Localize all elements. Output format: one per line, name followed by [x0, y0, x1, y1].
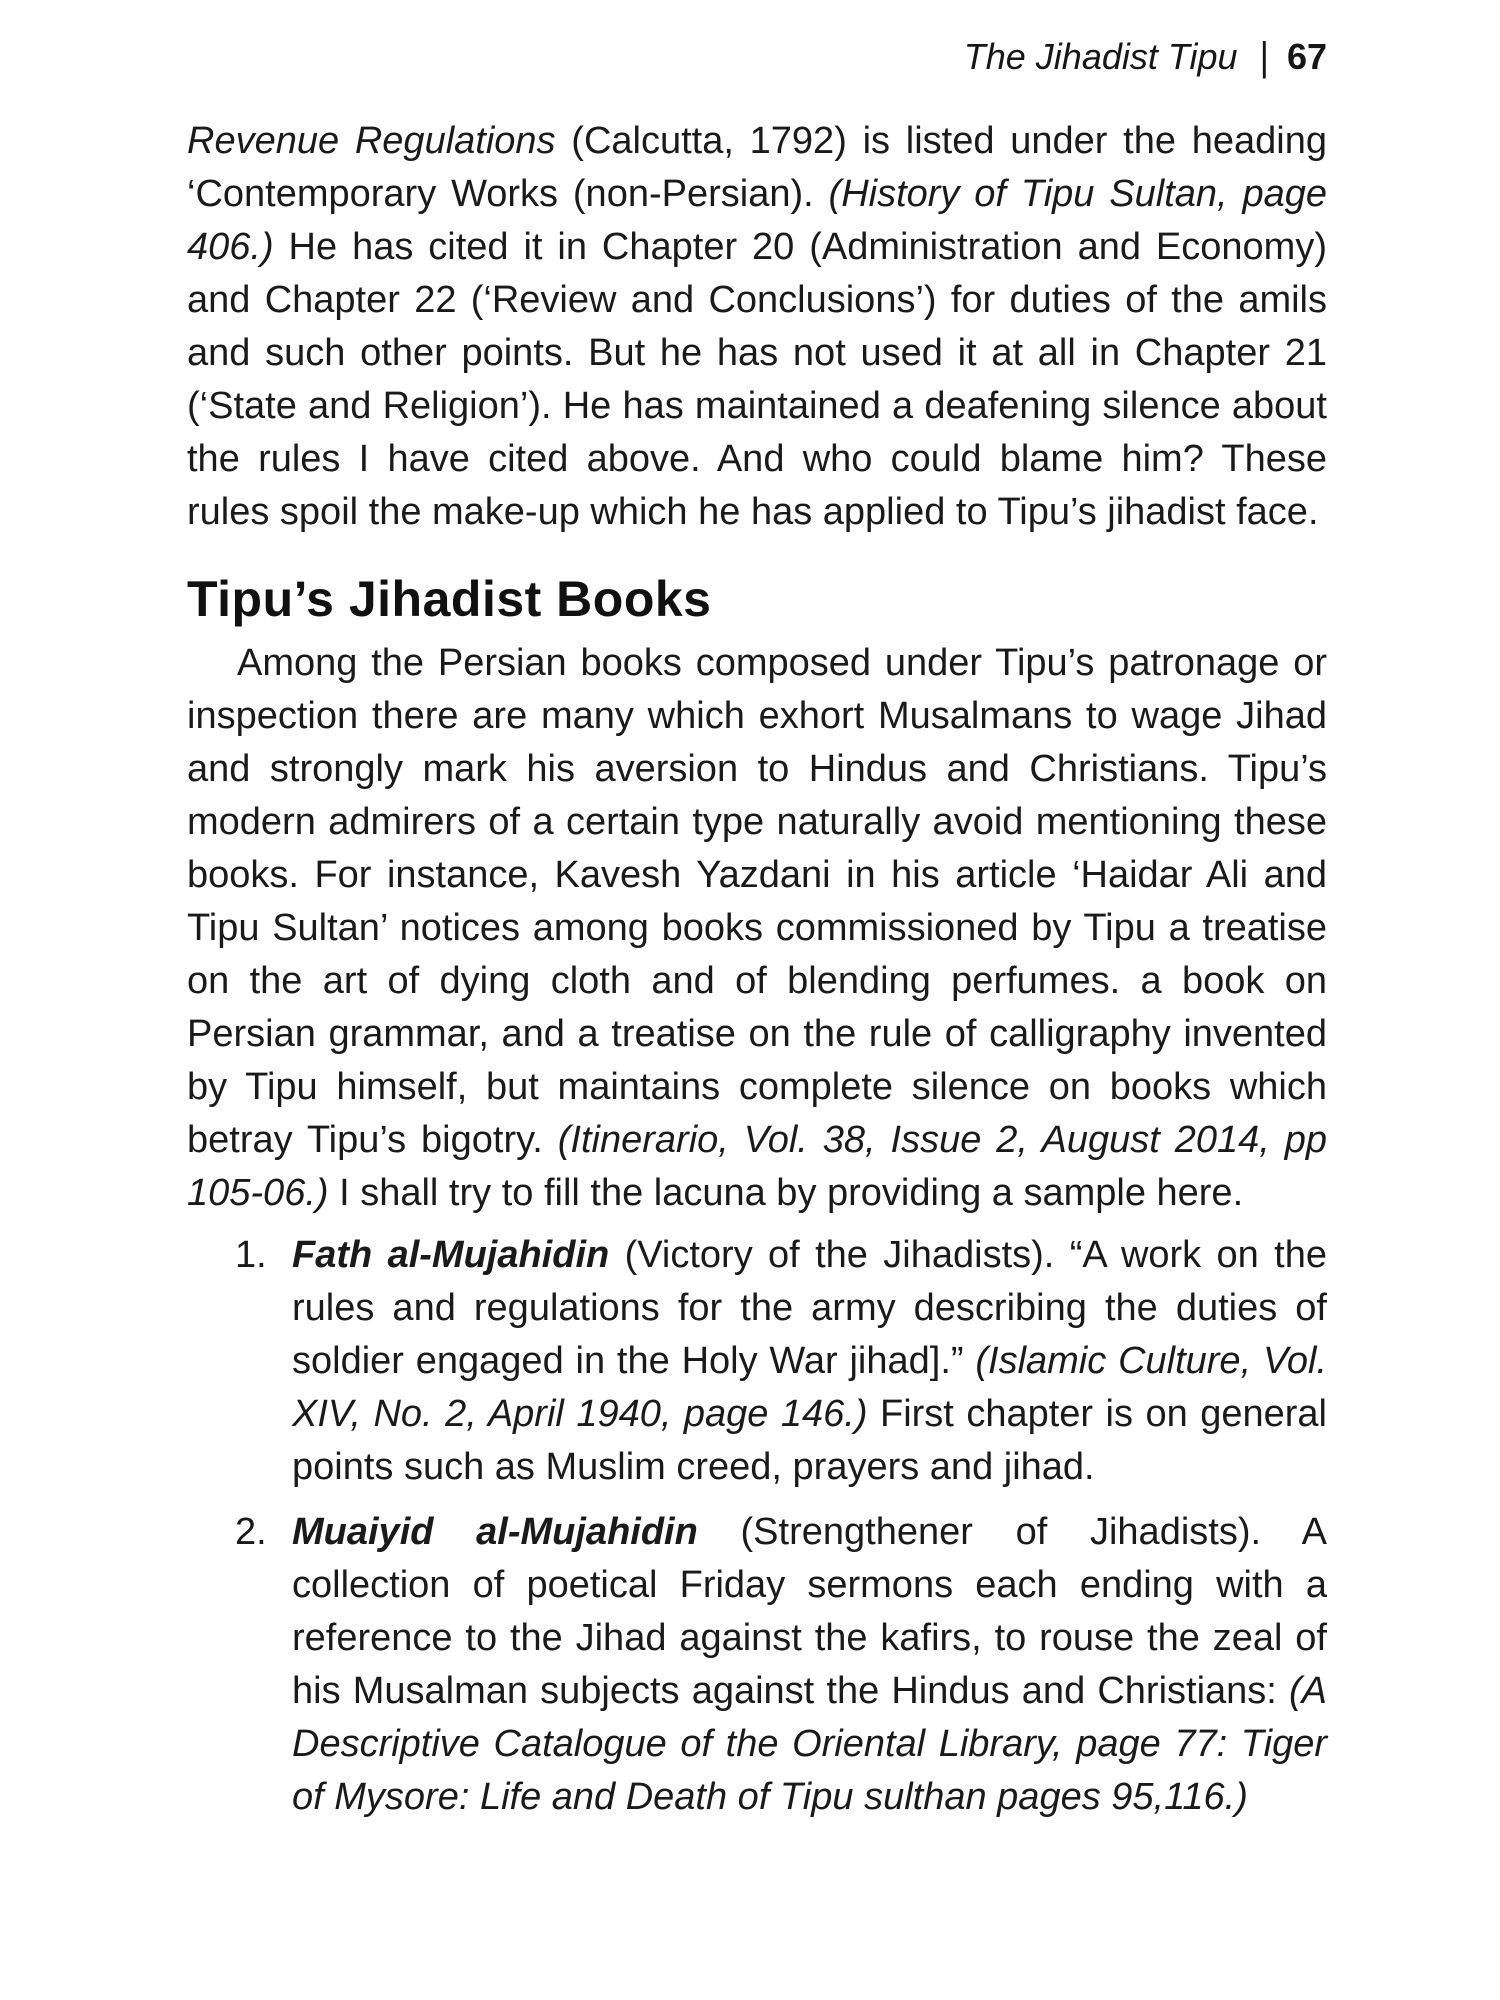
list-item-text [292, 1229, 1327, 1494]
text-run: Fath al-Mujahidin [292, 1234, 610, 1276]
list-item [235, 1229, 1327, 1494]
running-header [963, 33, 1327, 79]
list-item [235, 1506, 1327, 1824]
text-run: (A Descriptive Catalogue of the Oriental Library, page 77: Tiger of Mysore: Life and Death of Tipu sulthan pages 95,116.) [292, 1670, 1327, 1818]
text-run: First chapter is on general points such as Muslim creed, prayers and jihad. [292, 1393, 1327, 1488]
running-header-separator: | [1259, 33, 1269, 79]
section-heading: Tipu’s Jihadist Books [187, 571, 712, 627]
text-run: (Islamic Culture, Vol. XIV, No. 2, April 1940, page 146.) [292, 1340, 1328, 1435]
numbered-list [187, 1229, 1327, 1824]
list-item-number: 1. [235, 1234, 267, 1276]
text-run: (History of Tipu Sultan, page 406.) [187, 173, 1328, 268]
text-run: Muaiyid al-Mujahidin [292, 1511, 698, 1553]
text-run: He has cited it in Chapter 20 (Administration and Economy) and Chapter 22 (‘Review and Conclusions’) for duties of the amils and such other points. But he has not used it at all in Chapter 21 (‘State and Religion’). He has maintained a deafening silence about the rules I have cited above. And who could blame him? These rules spoil the make-up which he has applied to Tipu’s jihadist face. [187, 226, 1327, 533]
text-run: I shall try to fill the lacuna by providing a sample here. [328, 1172, 1244, 1214]
text-run: Among the Persian books composed under Tipu’s patronage or inspection there are many which exhort Musalmans to wage Jihad and strongly mark his aversion to Hindus and Christians. Tipu’s modern admirers of a certain type naturally avoid mentioning these books. For instance, Kavesh Yazdani in his article ‘Haidar Ali and Tipu Sultan’ notices among books commissioned by Tipu a treatise on the art of dying cloth and of blending perfumes. a book on Persian grammar, and a treatise on the rule of calligraphy invented by Tipu himself, but maintains complete silence on books which betray Tipu’s bigotry. [187, 642, 1327, 1161]
text-run: (Victory of the Jihadists). “A work on the rules and regulations for the army describing the duties of soldier engaged in the Holy War jihad].” [292, 1234, 1327, 1382]
text-run: (Strengthener of Jihadists). A collection of poetical Friday sermons each ending with a reference to the Jihad against the kafirs, to rouse the zeal of his Musalman subjects against the Hindus and Christians: [292, 1511, 1327, 1712]
paragraph-revenue-regulations [187, 115, 1327, 539]
page-number: 67 [1286, 36, 1327, 77]
paragraph-among-persian-books [187, 637, 1327, 1220]
page-content [187, 115, 1327, 1824]
list-item-number: 2. [235, 1511, 267, 1553]
running-header-title: The Jihadist Tipu [963, 36, 1238, 77]
text-run: (Calcutta, 1792) is listed under the heading ‘Contemporary Works (non-Persian). [187, 120, 1327, 215]
list-item-text [292, 1506, 1327, 1824]
text-run: (Itinerario, Vol. 38, Issue 2, August 2014, pp 105-06.) [187, 1119, 1327, 1214]
text-run: Revenue Regulations [187, 120, 556, 162]
